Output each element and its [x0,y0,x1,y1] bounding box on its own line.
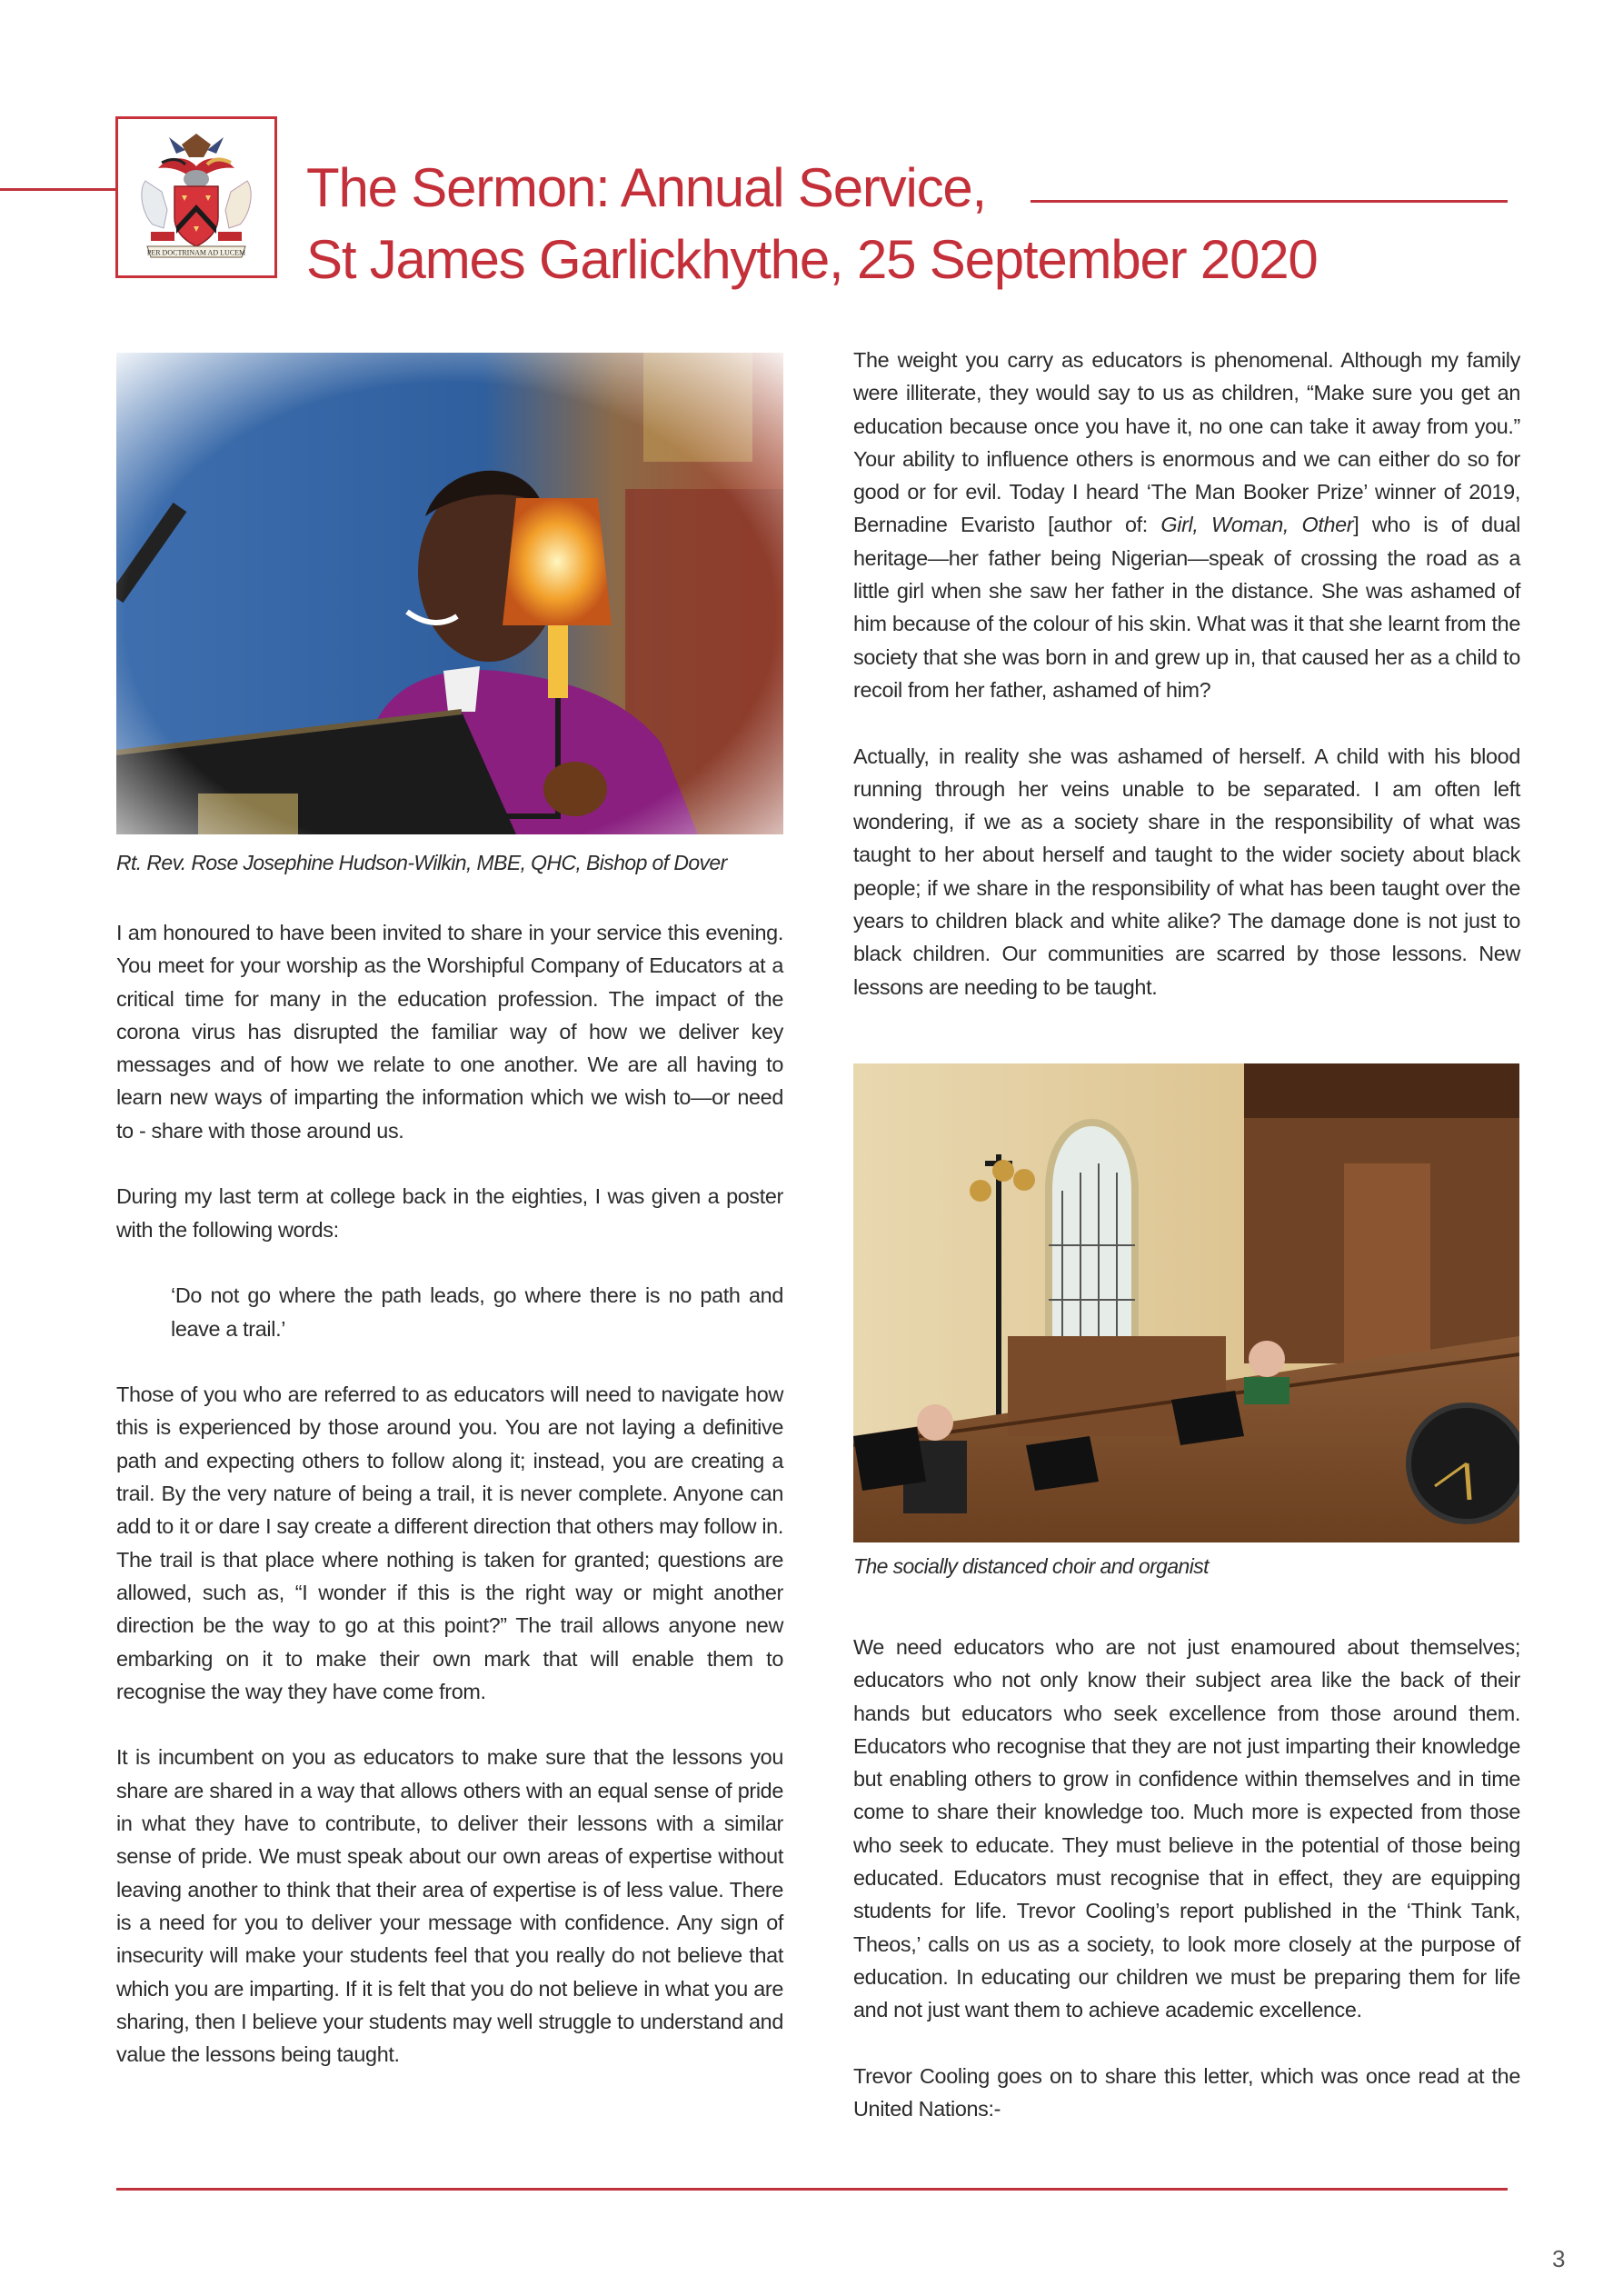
coat-of-arms-logo [125,126,267,268]
choir-photo [853,1063,1519,1542]
footer-rule [116,2188,1508,2191]
paragraph: Those of you who are referred to as educators will need to navigate how this is experienced by those around you. You are not laying a definitive path and expecting others to follow along it; instead, you are creating a trail. By the very nature of being a trail, it is never complete. Anyone can add to it or dare I say create a different direction that others may follow in. The trail is that place where nothing is taken for granted; questions are allowed, such as, “I wonder if this is the right way or might another direction be the way to go at this point?” The trail allows anyone new embarking on it to make their own mark that will enable them to recognise the way they have come from. [116,1383,783,1703]
choir-photo-caption: The socially distanced choir and organist [853,1554,1209,1578]
logo-motto: PER DOCTRINAM AD LUCEM [146,248,246,257]
paragraph-text: The weight you carry as educators is phenomenal. Although my family were illiterate, they would say to us as children, “Make sure you get an education because once you have it, no one can take it away from you.” Your ability to influence others is enormous and we can either do so for good or for evil. Today I heard ‘The Man Booker Prize’ winner of 2019, Bernadine Evaristo [author of: [853,348,1520,537]
paragraph-text: ] who is of dual heritage—her father being Nigerian—speak of crossing the road as a little girl when she saw her father in the distance. She was ashamed of him because of the colour of his skin. What was it that she learnt from the society that she was born in and grew up in, that caused her as a child to recoil from her father, ashamed of him? [853,513,1520,702]
left-column [116,916,783,2071]
paragraph: Trevor Cooling goes on to share this letter, which was once read at the United Nations:- [853,2063,1520,2121]
paragraph: During my last term at college back in the eighties, I was given a poster with the following words: [116,1184,783,1242]
book-title: Girl, Woman, Other [1160,513,1354,537]
paragraph: I am honoured to have been invited to share in your service this evening. You meet for your worship as the Worshipful Company of Educators at a critical time for many in the education profession. The impact of the corona virus has disrupted the familiar way of how we deliver key messages and of how we relate to one another. We are all having to learn new ways of imparting the information which we wish to—or need to - share with those around us. [116,921,783,1143]
right-column-bottom [853,1631,1520,2125]
paragraph: It is incumbent on you as educators to make sure that the lessons you share are shared in a way that allows others with an equal sense of pride in what they have to contribute, to deliver their lessons with a similar sense of pride. We must speak about our own areas of expertise without leaving another to think that their area of expertise is of less value. There is a need for you to deliver your message with confidence. Any sign of insecurity will make your students feel that you really do not believe that which you are imparting. If it is felt that you do not believe in what you are sharing, then I believe your students may well struggle to understand and value the lessons being taught. [116,1745,783,2067]
right-column-top [853,344,1520,1003]
paragraph: Actually, in reality she was ashamed of herself. A child with his blood running through her veins unable to be separated. I am often left wondering, if we as a society share in the responsibility of what was taught to her about herself and taught to the wider society about black people; if we share in the responsibility of what has been taught over the years to children black and white alike? The damage done is not just to black children. Our communities are scarred by those lessons. New lessons are needing to be taught. [853,744,1520,999]
page-number: 3 [1552,2245,1566,2272]
logo-frame [115,116,277,278]
paragraph: We need educators who are not just enamoured about themselves; educators who not only know their subject area like the back of their hands but educators who seek excellence from those around them. Educators who recognise that they are not just imparting their knowledge but enabling others to grow in confidence within themselves and in time come to share their knowledge too. Much more is expected from those who seek to educate. They must believe in the potential of those being educated. Educators must recognise that in effect, they are equipping students for life. Trevor Cooling’s report published in the ‘Think Tank, Theos,’ calls on us as a society, to look more closely at the purpose of education. In educating our children we must be preparing them for life and not just want them to achieve academic excellence. [853,1635,1520,2022]
header-left-rule [0,188,116,191]
poster-quote: ‘Do not go where the path leads, go where there is no path and leave a trail.’ [171,1283,783,1341]
bishop-photo [116,353,783,834]
header-right-rule [1031,200,1508,203]
page-title-line2: St James Garlickhythe, 25 September 2020 [306,229,1318,290]
page-title-line1: The Sermon: Annual Service, [306,157,987,218]
paragraph [853,344,1520,706]
bishop-photo-caption: Rt. Rev. Rose Josephine Hudson-Wilkin, MBE, QHC, Bishop of Dover [116,851,727,874]
